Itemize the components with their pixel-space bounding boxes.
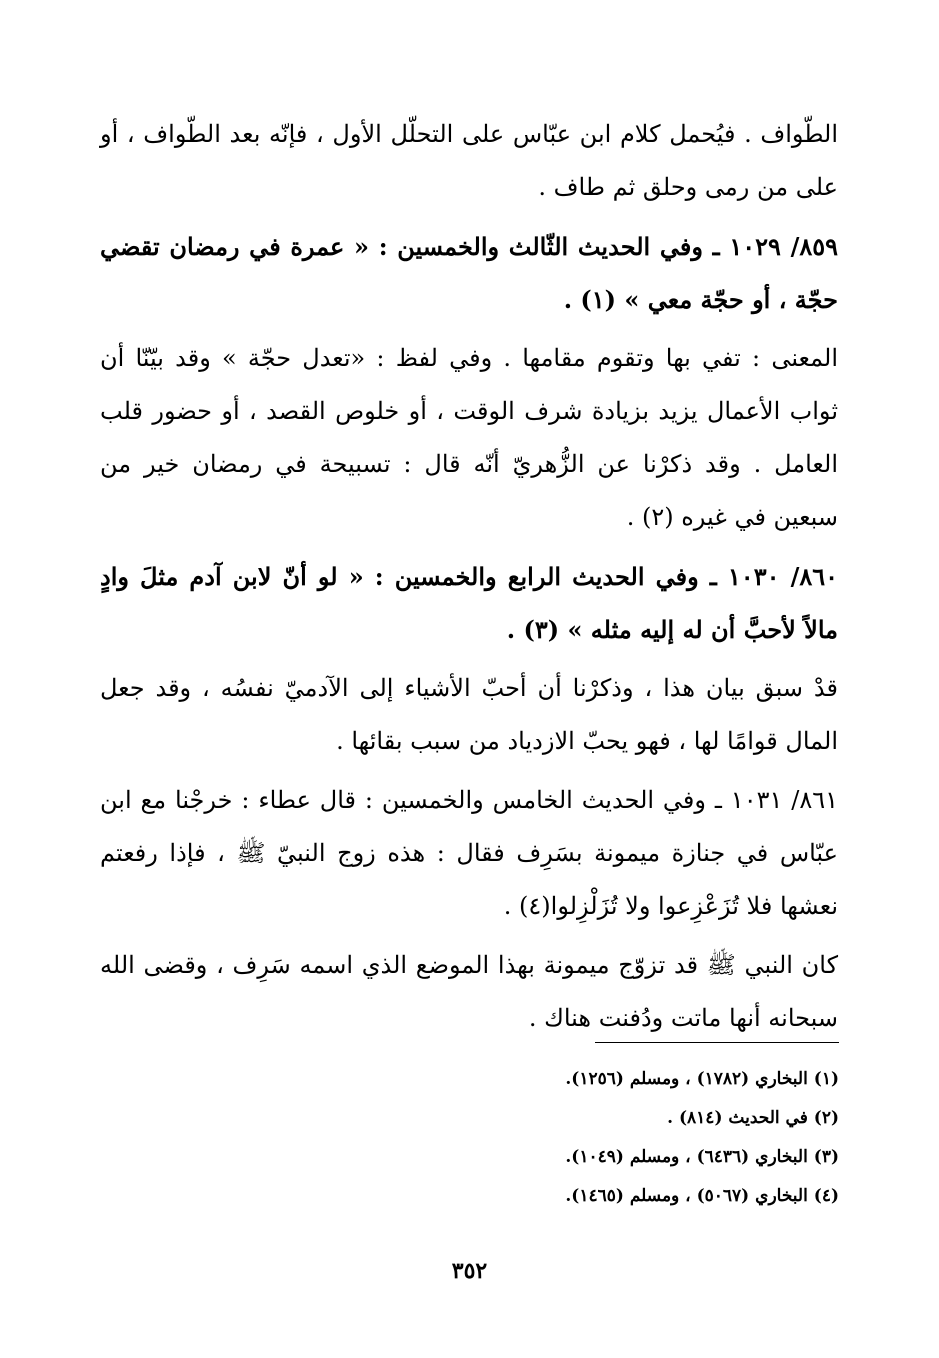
footnote-divider	[595, 1042, 839, 1043]
footnote-1: (١) البخاري (١٧٨٢) ، ومسلم (١٢٥٦).	[565, 1069, 839, 1089]
page-number: ٣٥٢	[451, 1258, 488, 1284]
main-text	[100, 108, 838, 1051]
paragraph-commentary-860: قدْ سبق بيان هذا ، وذكرْنا أن أحبّ الأشياء إلى الآدميّ نفسُه ، وقد جعل المال قوامًا لها ، فهو يحبّ الازدياد من سبب بقائها .	[100, 674, 838, 755]
footnotes	[101, 1060, 839, 1216]
footnote-3: (٣) البخاري (٦٤٣٦) ، ومسلم (١٠٤٩).	[565, 1147, 839, 1167]
footnote-4: (٤) البخاري (٥٠٦٧) ، ومسلم (١٤٦٥).	[565, 1186, 839, 1206]
hadith-860-heading: ٨٦٠/ ١٠٣٠ ـ وفي الحديث الرابع والخمسين : « لو أنّ لابن آدم مثلَ وادٍ مالاً لأحبَّ أن له إليه مثله » (٣) .	[100, 562, 839, 644]
hadith-861-paragraph: ٨٦١/ ١٠٣١ ـ وفي الحديث الخامس والخمسين : قال عطاء : خرجْنا مع ابن عبّاس في جنازة ميمونة بسَرِف فقال : هذه زوج النبيّ ﷺ ، فإذا رفعتم نعشها فلا تُزَعْزِعوا ولا تُزَلْزِلوا(٤) .	[100, 786, 838, 920]
hadith-859-heading: ٨٥٩/ ١٠٢٩ ـ وفي الحديث الثّالث والخمسين : « عمرة في رمضان تقضي حجّة ، أو حجّة معي » (١) .	[100, 232, 839, 314]
paragraph-commentary-861: كان النبي ﷺ قد تزوّج ميمونة بهذا الموضع الذي اسمه سَرِف ، وقضى الله سبحانه أنها ماتت ودُفنت هناك .	[100, 951, 838, 1032]
paragraph-continuation: الطّواف . فيُحمل كلام ابن عبّاس على التحلّل الأول ، فإنّه بعد الطّواف ، أو على من رمى وحلق ثم طاف .	[100, 120, 838, 201]
paragraph-commentary-859: المعنى : تفي بها وتقوم مقامها . وفي لفظ : «تعدل حجّة » وقد بيّنّا أن ثواب الأعمال يزيد بزيادة شرف الوقت ، أو خلوص القصد ، أو حضور قلب العامل . وقد ذكرْنا عن الزُّهريّ أنّه قال : تسبيحة في رمضان خير من سبعين في غيره (٢) .	[100, 344, 838, 531]
footnote-2: (٢) في الحديث (٨١٤) .	[667, 1108, 839, 1128]
